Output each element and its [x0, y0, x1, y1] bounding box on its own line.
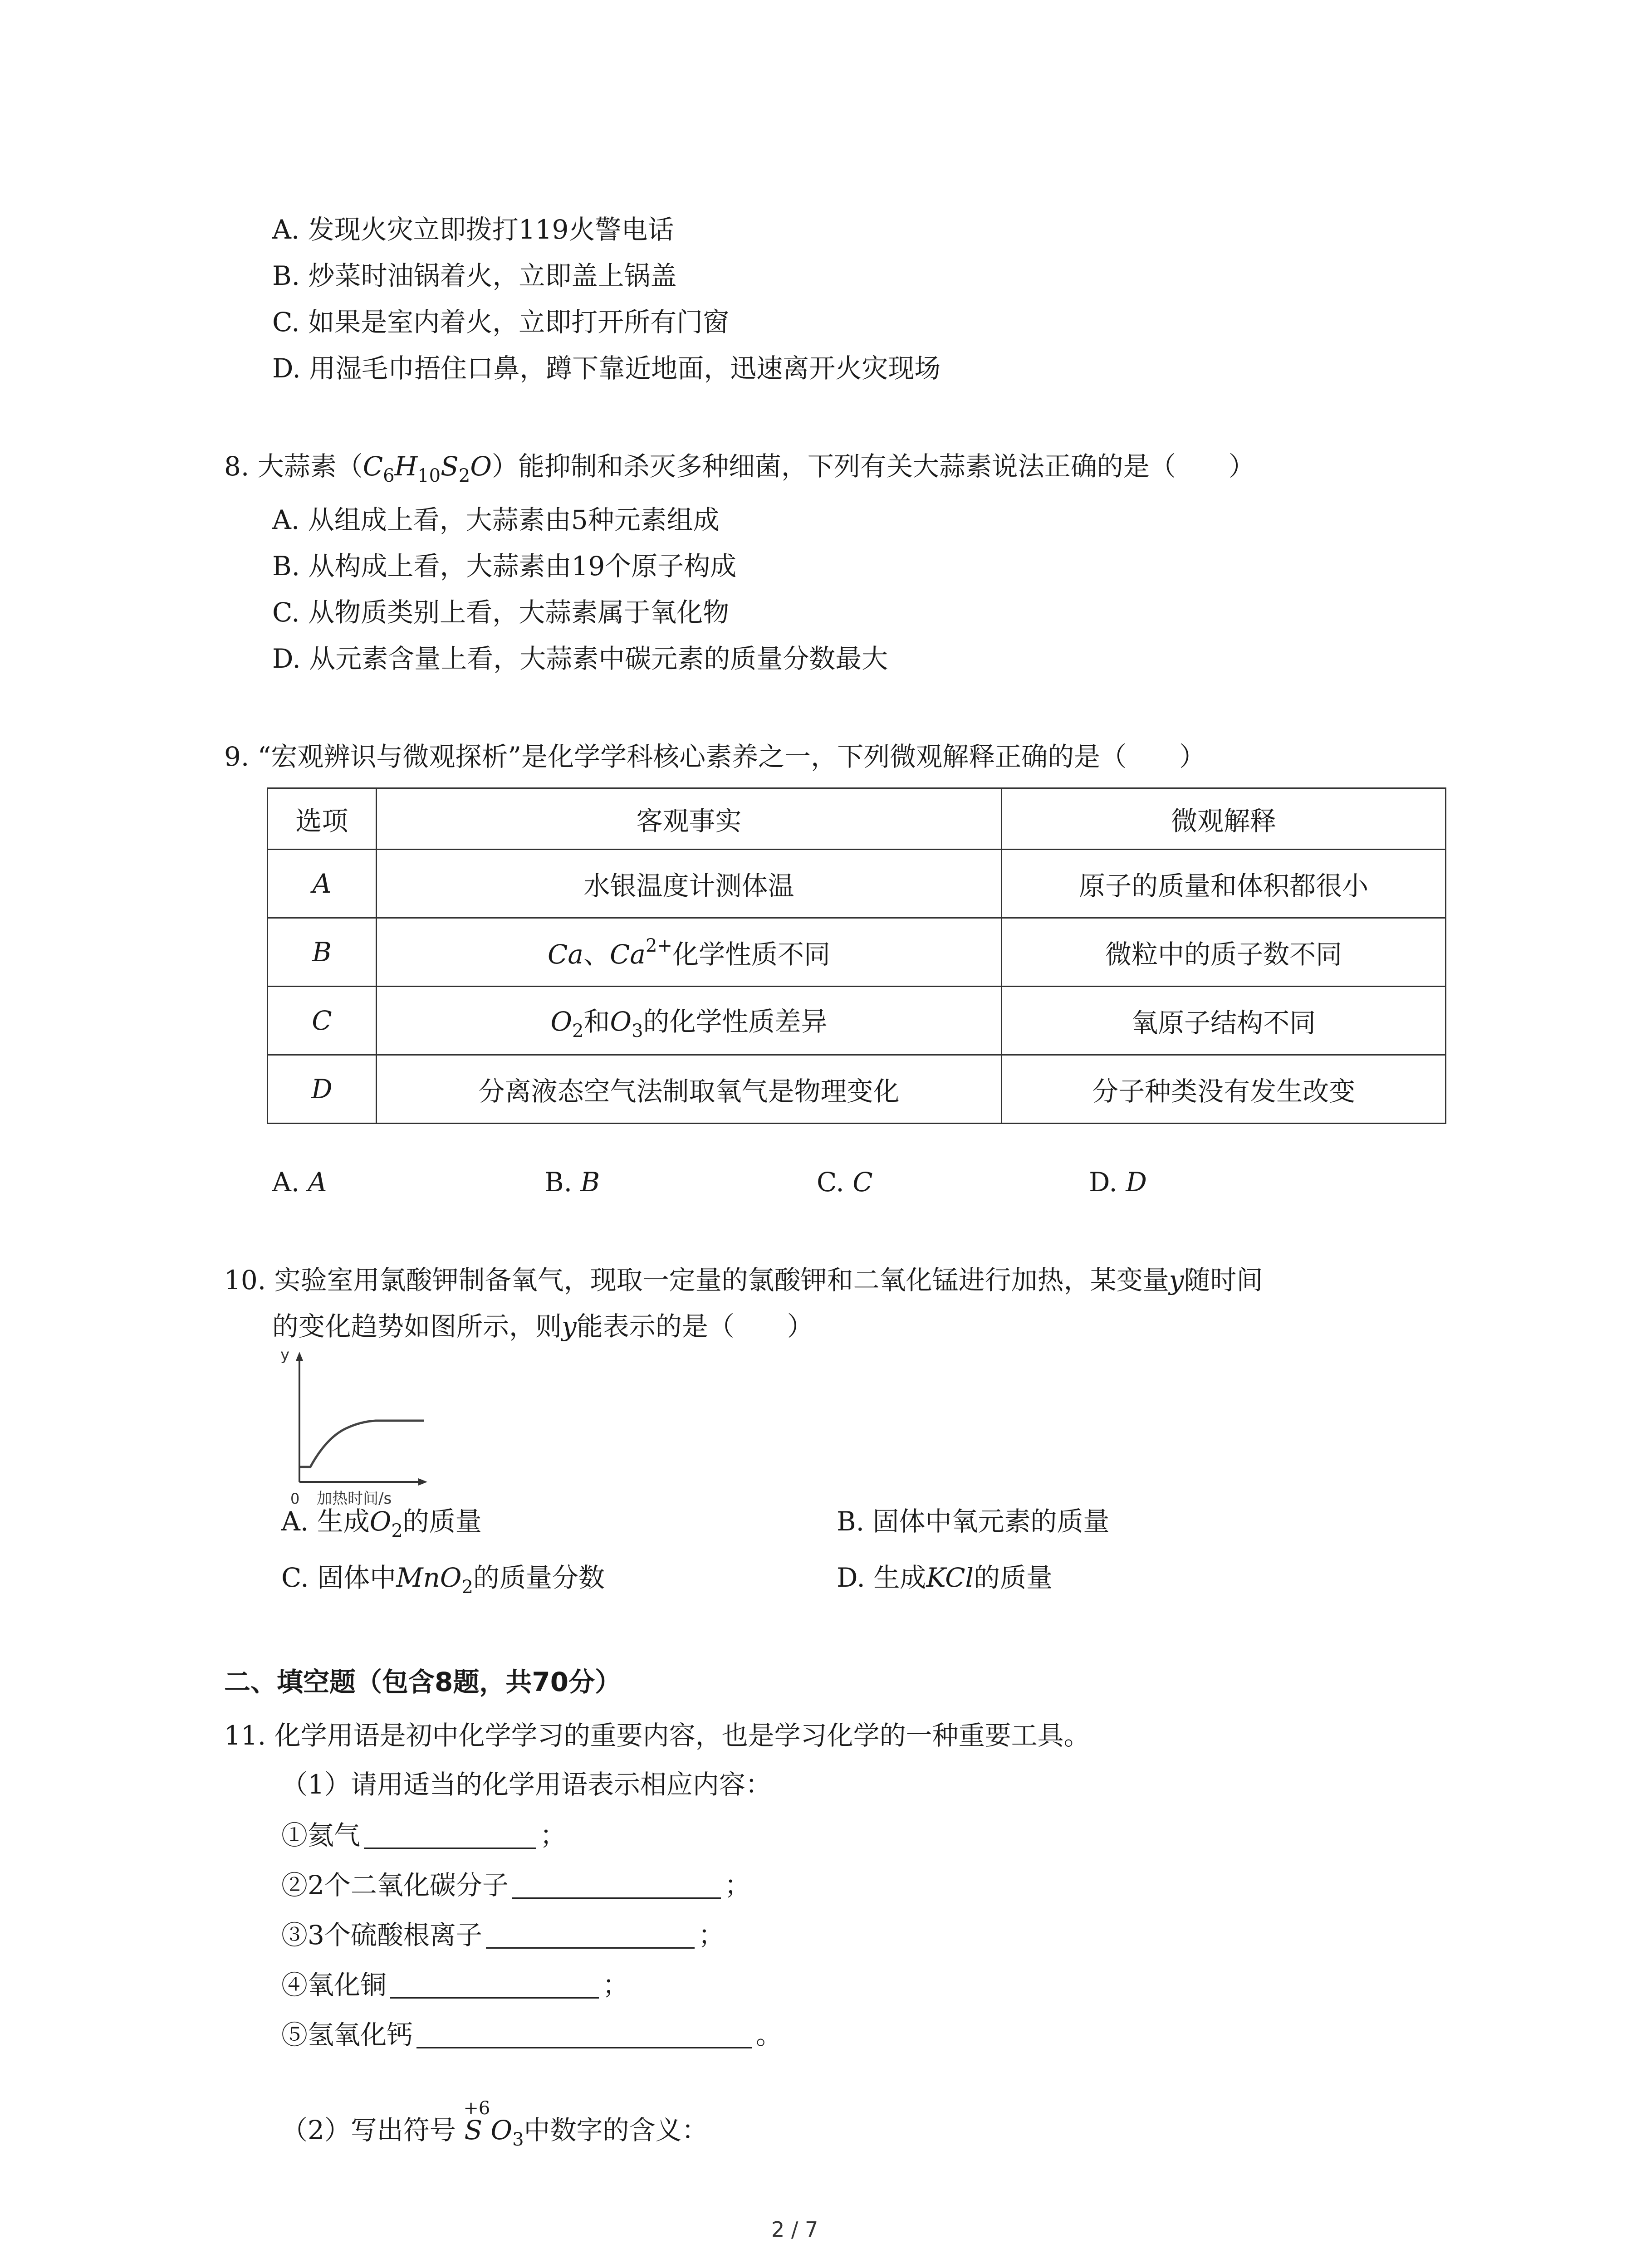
q9-option-d-value: D — [1126, 1167, 1147, 1198]
ion-charge: 2+ — [645, 935, 672, 956]
q10-stem-line2 — [272, 1310, 813, 1343]
variable-y: y — [562, 1311, 577, 1342]
row-c-fact — [376, 987, 1001, 1055]
q8-option-b: B. 从构成上看，大蒜素由19个原子构成 — [272, 551, 737, 582]
q7-option-a: A. 发现火灾立即拨打119火警电话 — [272, 214, 674, 245]
oxygen-o2: O — [550, 1006, 573, 1037]
answer-blank[interactable] — [364, 1822, 536, 1849]
q11-part1: （1）请用适当的化学用语表示相应内容： — [281, 1769, 772, 1800]
q11-part2-text: （2）写出符号 — [281, 2115, 465, 2146]
table-row — [268, 850, 1446, 918]
table-row — [268, 987, 1446, 1055]
ozone-o3: O — [610, 1006, 632, 1037]
q9-option-d-label: D. — [1089, 1167, 1117, 1198]
q11-item-sulfate-label: ③3个硫酸根离子 — [281, 1920, 482, 1950]
q11-item-helium — [281, 1819, 566, 1852]
variable-y: y — [1169, 1265, 1184, 1295]
q9-option-a-value: A — [308, 1167, 327, 1198]
trend-curve — [300, 1421, 424, 1467]
x-axis-label: 加热时间/s — [317, 1490, 392, 1508]
oxygen-count: 3 — [512, 2129, 524, 2150]
section-title: 二、填空题（包含8题，共70分） — [224, 1667, 622, 1697]
q10-stem-line1 — [224, 1264, 1263, 1296]
q10-stem-line2-text: 的变化趋势如图所示，则 — [272, 1311, 562, 1342]
q11-item-caoh2 — [281, 2019, 782, 2051]
q9-option-b-label: B. — [544, 1167, 573, 1198]
q10-graph — [272, 1348, 436, 1511]
q8-formula-o: O — [470, 451, 492, 482]
row-d-fact: 分离液态空气法制取氧气是物理变化 — [376, 1055, 1001, 1124]
q8-formula-h-count: 10 — [417, 465, 441, 486]
q10-stem-line2-tail: 能表示的是（ ） — [576, 1311, 813, 1342]
valence-number: +6 — [463, 2098, 490, 2119]
row-a-fact: 水银温度计测体温 — [376, 850, 1001, 918]
q11-part2-tail: 中数字的含义： — [524, 2115, 708, 2146]
q7-option-c: C. 如果是室内着火，立即打开所有门窗 — [272, 307, 730, 337]
semicolon: ； — [698, 1920, 725, 1950]
q9-option-d — [1089, 1166, 1147, 1198]
oxygen-o: O — [490, 2115, 513, 2146]
q8-formula-s: S — [441, 451, 459, 482]
ca-atom: Ca — [548, 939, 583, 970]
semicolon: ； — [724, 1870, 751, 1901]
mno2-count: 2 — [461, 1577, 473, 1598]
q11-part2 — [281, 2098, 708, 2156]
q11-item-sulfate — [281, 1919, 725, 1951]
q7-option-b: B. 炒菜时油锅着火，立即盖上锅盖 — [272, 260, 677, 291]
q10-option-c-tail: 的质量分数 — [473, 1562, 605, 1593]
q8-option-c: C. 从物质类别上看，大蒜素属于氧化物 — [272, 597, 730, 628]
row-b-option: B — [268, 918, 377, 987]
valence-symbol — [463, 2098, 490, 2146]
origin-label: 0 — [290, 1490, 300, 1507]
y-axis-label: y — [280, 1348, 290, 1364]
answer-blank[interactable] — [486, 1922, 695, 1949]
conjunction: 和 — [583, 1006, 610, 1037]
q8-formula-s-count: 2 — [458, 465, 470, 486]
semicolon: ； — [603, 1970, 629, 2000]
q9-option-b — [544, 1166, 600, 1198]
row-b-fact — [376, 918, 1001, 987]
q10-option-c-text: C. 固体中 — [281, 1562, 397, 1593]
q11-stem: 11. 化学用语是初中化学学习的重要内容，也是学习化学的一种重要工具。 — [224, 1720, 1090, 1751]
sulfur-s: S — [464, 2115, 483, 2146]
row-a-option: A — [268, 850, 377, 918]
q10-option-d-tail: 的质量 — [974, 1562, 1053, 1593]
q9-option-b-value: B — [580, 1167, 600, 1198]
page-number: 2 / 7 — [771, 2217, 818, 2242]
row-a-explanation: 原子的质量和体积都很小 — [1002, 850, 1446, 918]
header-fact: 客观事实 — [376, 788, 1001, 850]
q10-option-d-text: D. 生成 — [837, 1562, 926, 1593]
q10-option-a-text: A. 生成 — [281, 1506, 370, 1537]
q11-item-caoh2-label: ⑤氢氧化钙 — [281, 2019, 413, 2050]
x-axis-arrow — [418, 1478, 427, 1486]
q10-option-c — [281, 1561, 605, 1603]
mno2-formula: MnO — [396, 1562, 462, 1593]
table-row — [268, 1055, 1446, 1124]
answer-blank[interactable] — [416, 2022, 752, 2048]
row-c-fact-tail: 的化学性质差异 — [643, 1006, 828, 1037]
q11-item-cuo-label: ④氧化铜 — [281, 1970, 387, 2000]
oxygen-o2-count: 2 — [572, 1020, 584, 1041]
header-option: 选项 — [268, 788, 377, 850]
q11-item-co2 — [281, 1869, 751, 1901]
q8-suffix: ）能抑制和杀灭多种细菌，下列有关大蒜素说法正确的是（ ） — [491, 451, 1255, 482]
q9-option-a — [272, 1166, 327, 1198]
q10-option-d — [837, 1561, 1053, 1594]
kcl-formula: KCl — [926, 1562, 974, 1593]
q9-option-a-label: A. — [272, 1167, 300, 1198]
row-b-explanation: 微粒中的质子数不同 — [1002, 918, 1446, 987]
q11-item-helium-label: ①氦气 — [281, 1820, 361, 1851]
q7-option-d: D. 用湿毛巾捂住口鼻，蹲下靠近地面，迅速离开火灾现场 — [272, 353, 941, 384]
separator: 、 — [583, 939, 610, 970]
q9-option-c-label: C. — [817, 1167, 844, 1198]
q11-item-co2-label: ②2个二氧化碳分子 — [281, 1870, 509, 1901]
row-d-explanation: 分子种类没有发生改变 — [1002, 1055, 1446, 1124]
oxygen-o: O — [369, 1506, 392, 1537]
row-c-option: C — [268, 987, 377, 1055]
q8-formula-h: H — [394, 451, 418, 482]
q10-stem-line1-tail: 随时间 — [1184, 1265, 1263, 1295]
semicolon: ； — [540, 1820, 567, 1851]
q8-option-d: D. 从元素含量上看，大蒜素中碳元素的质量分数最大 — [272, 643, 888, 674]
q8-formula-c-count: 6 — [383, 465, 395, 486]
q8-formula-c: C — [362, 451, 383, 482]
ca-ion: Ca — [610, 939, 646, 970]
q9-option-c — [817, 1166, 873, 1198]
q9-option-c-value: C — [852, 1167, 873, 1198]
oxygen-count: 2 — [391, 1520, 403, 1541]
row-d-option: D — [268, 1055, 377, 1124]
q10-option-a-tail: 的质量 — [402, 1506, 482, 1537]
q10-stem-line1-text: 10. 实验室用氯酸钾制备氧气，现取一定量的氯酸钾和二氧化锰进行加热，某变量 — [224, 1265, 1169, 1295]
q8-prefix: 8. 大蒜素（ — [224, 451, 363, 482]
q10-option-a — [281, 1505, 482, 1547]
y-axis-arrow — [296, 1352, 303, 1361]
q8-stem — [224, 450, 1255, 492]
q9-stem: 9. “宏观辨识与微观探析”是化学学科核心素养之一，下列微观解释正确的是（ ） — [224, 741, 1206, 772]
header-explanation: 微观解释 — [1002, 788, 1446, 850]
answer-blank[interactable] — [390, 1972, 599, 1999]
q8-option-a: A. 从组成上看，大蒜素由5种元素组成 — [272, 504, 720, 535]
period: 。 — [756, 2019, 783, 2050]
row-b-fact-tail: 化学性质不同 — [672, 939, 830, 970]
row-c-explanation: 氧原子结构不同 — [1002, 987, 1446, 1055]
ozone-o3-count: 3 — [632, 1020, 643, 1041]
table-header-row — [268, 788, 1446, 850]
table-row — [268, 918, 1446, 987]
q9-table — [267, 787, 1446, 1124]
answer-blank[interactable] — [512, 1872, 721, 1899]
q10-option-b: B. 固体中氧元素的质量 — [837, 1506, 1110, 1537]
q11-item-cuo — [281, 1969, 629, 2001]
